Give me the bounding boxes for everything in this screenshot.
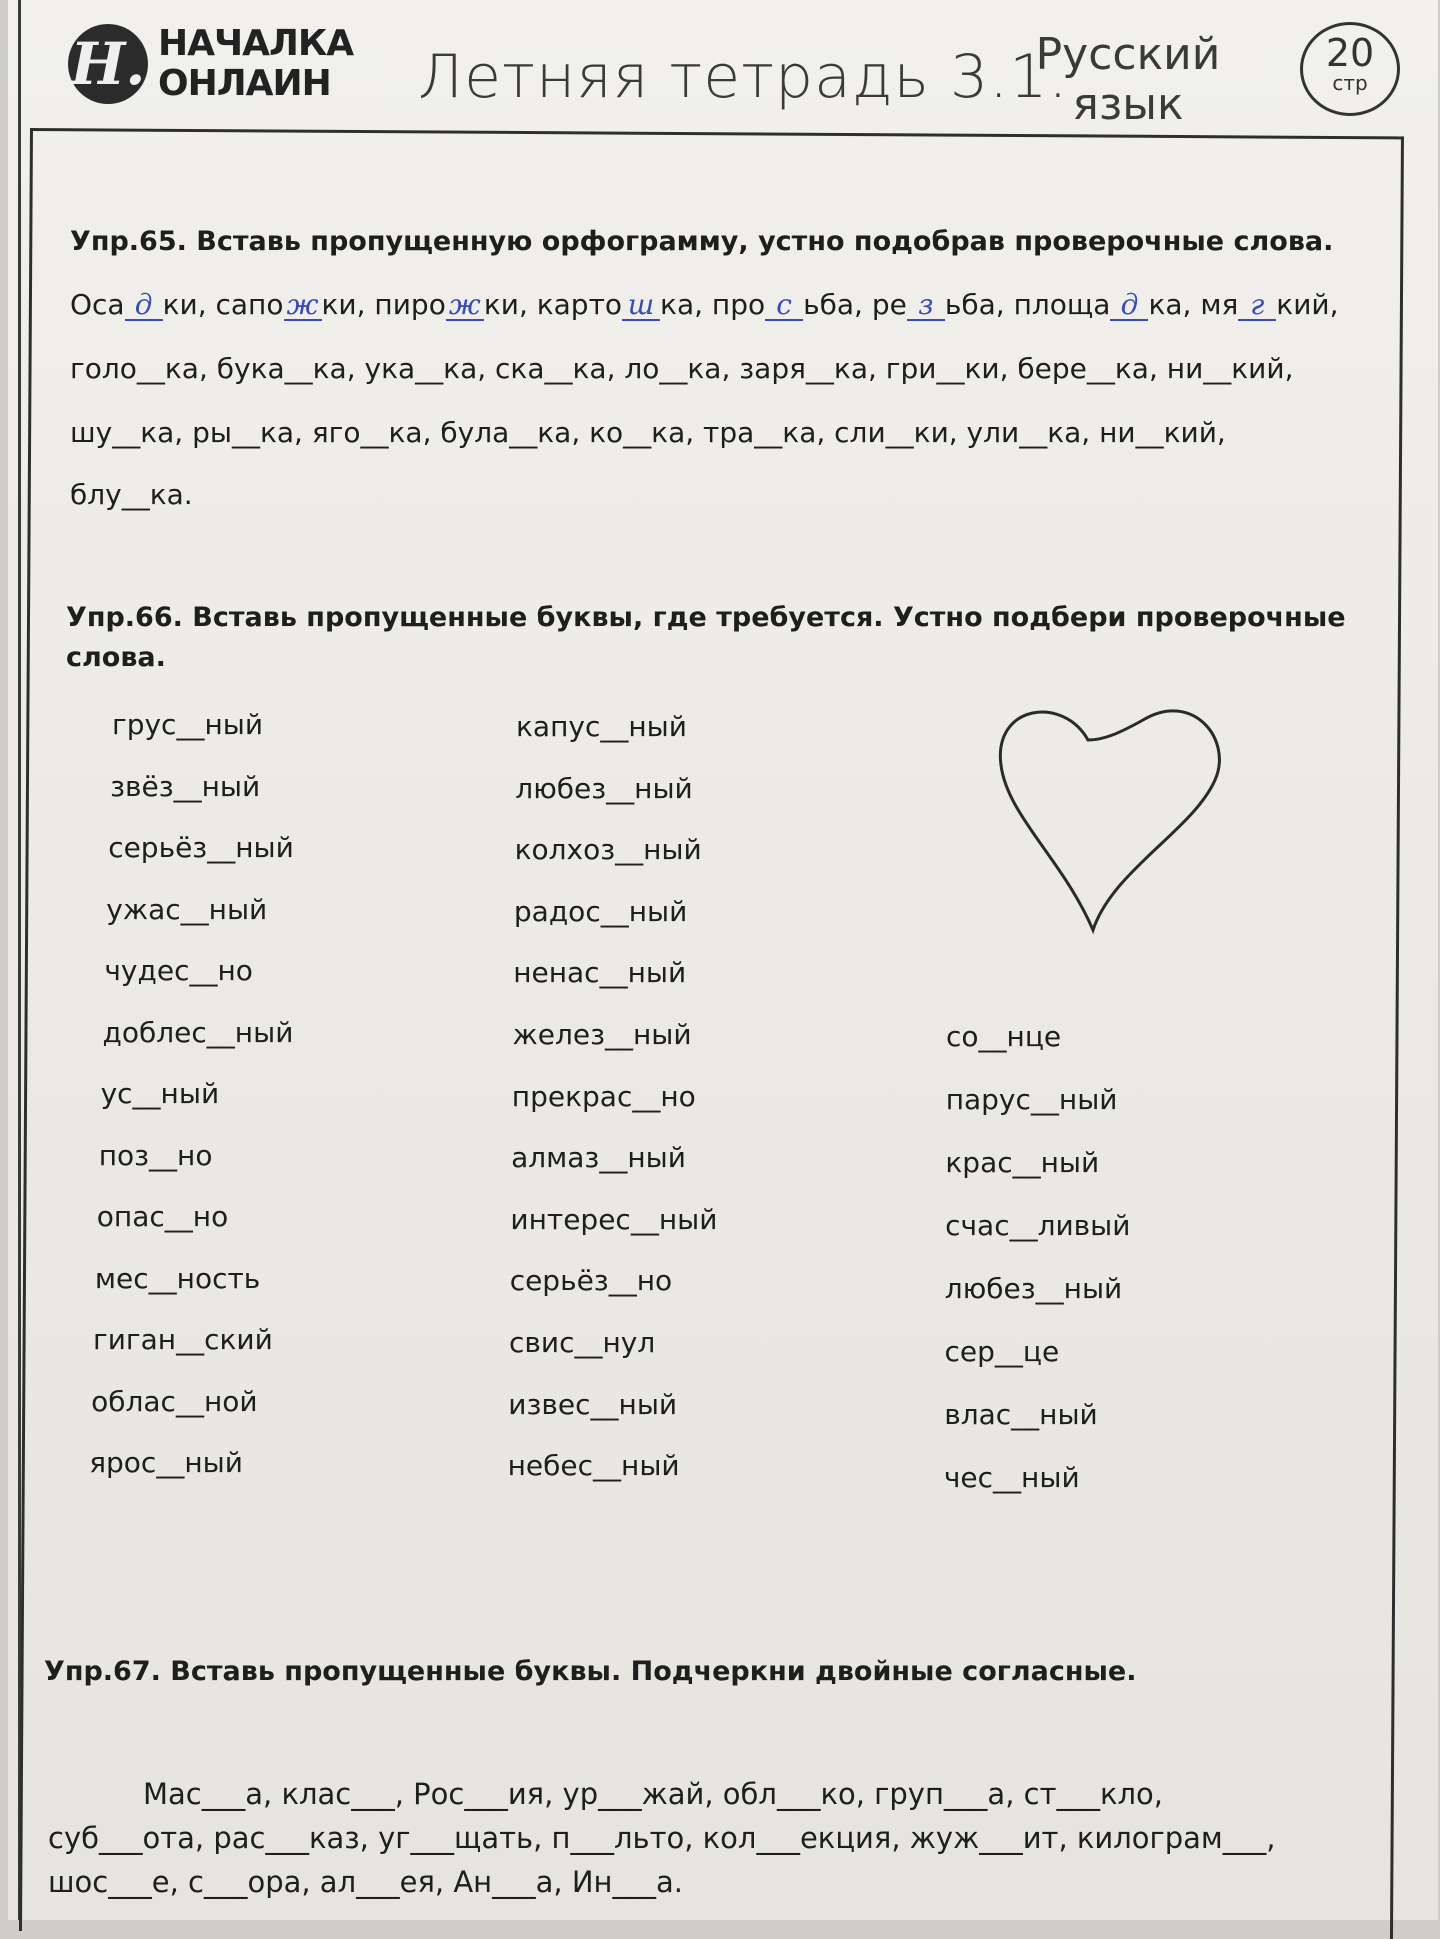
ex66-word: алмаз__ный [511,1141,686,1175]
ex66-word: парус__ный [945,1083,1118,1116]
ex66-word: серьёз__но [509,1264,673,1298]
ex66-word: звёз__ный [110,769,261,803]
ex66-word: гиган__ский [93,1323,273,1356]
ex66-word: любез__ный [944,1272,1123,1305]
ex66-word: крас__ный [945,1146,1100,1179]
ex66-word: ужас__ный [106,892,268,926]
ex65-heading: Упр.65. Вставь пропущенную орфограмму, устно подобрав проверочные слова. [70,226,1334,257]
ex66-word: мес__ность [94,1261,261,1295]
ex65-text-fragment: Оса [70,288,125,321]
handwritten-answer: з [907,291,945,321]
ex65-text-fragment: ки, сапо [162,288,284,321]
handwritten-answer: д [1110,291,1148,321]
handwritten-answer: с [765,291,803,321]
page-number-badge: 20 стр [1300,22,1400,116]
ex65-text-fragment: кий, [1276,288,1339,321]
ex66-word: чес__ный [943,1461,1080,1494]
ex66-word: сер__це [944,1335,1060,1368]
ex66-word: ярос__ный [89,1446,243,1479]
handwritten-answer: д [125,291,163,321]
logo-text: НАЧАЛКА ОНЛАИН [158,23,354,104]
ex66-word: влас__ный [944,1398,1098,1431]
ex67-line-3: шос___е, с___ора, ал___ея, Ан___а, Ин___а. [48,1865,683,1899]
ex65-text-fragment: ка, мя [1148,288,1239,321]
subject-label: Русский язык [1035,29,1221,130]
ex66-word: облас__ной [91,1384,258,1418]
ex66-word: извес__ный [508,1387,678,1421]
ex66-word: со__нце [946,1020,1062,1053]
ex65-text-fragment: ки, карто [483,288,623,321]
logo-mark: Н. [68,24,148,104]
ex66-word: интерес__ный [510,1202,718,1236]
ex65-text-fragment: ка, про [660,288,766,321]
ex67-heading: Упр.67. Вставь пропущенные буквы. Подчеркни двойные согласные. [44,1656,1137,1687]
ex66-word: поз__но [98,1138,213,1172]
handwritten-answer: г [1238,291,1276,321]
handwritten-answer: ж [284,291,322,321]
ex66-word: любез__ный [515,771,693,805]
ex66-word: ус__ный [100,1077,220,1110]
heart-drawing [993,700,1228,940]
ex66-word: прекрас__но [511,1079,696,1113]
ex67-line-2: суб___ота, рас___каз, уг___щать, п___льто, кол___екция, жуж___ит, килограм___, [48,1821,1276,1855]
ex66-word: свис__нул [509,1326,656,1359]
handwritten-answer: ж [446,291,484,321]
worksheet-page [8,0,1438,1920]
ex66-word: чудес__но [104,954,253,987]
ex66-word: радос__ный [513,894,688,928]
ex66-word: небес__ный [507,1449,680,1483]
ex66-word: капус__ный [516,710,687,743]
ex66-word: серьёз__ный [108,831,294,864]
ex65-text-fragment: ьба, площа [944,288,1111,321]
ex66-word: доблес__ный [102,1015,294,1049]
ex66-word: колхоз__ный [514,833,702,867]
logo [68,24,353,104]
ex65-line-1 [70,274,1339,336]
ex66-heading: Упр.66. Вставь пропущенные буквы, где требуется. Устно подбери проверочные слова. [66,602,1346,673]
ex66-word: желез__ный [512,1018,692,1051]
handwritten-answer: ш [622,291,660,321]
ex66-word: опас__но [96,1200,229,1233]
ex66-word: грус__ный [112,708,264,741]
ex65-text-fragment: ки, пиро [321,288,446,321]
ex65-line-3: шу__ка, ры__ка, яго__ка, була__ка, ко__ка, тра__ка, сли__ки, ули__ка, ни__кий, [70,416,1226,449]
ex65-line-2: голо__ка, бука__ка, ука__ка, ска__ка, ло__ка, заря__ка, гри__ки, бере__ка, ни__кий, [70,352,1294,385]
ex66-word: ненас__ный [513,956,687,990]
ex66-word: счас__ливый [945,1209,1131,1242]
ex65-line-4: блу__ка. [70,478,193,511]
ex65-text-fragment: ьба, ре [803,288,907,321]
ex67-text [48,1772,1378,1904]
ex67-line-1: Мас___а, клас___, Рос___ия, ур___жай, обл___ко, груп___а, ст___кло, [143,1777,1163,1811]
page-title: Летняя тетрадь 3.1. [418,42,1069,112]
